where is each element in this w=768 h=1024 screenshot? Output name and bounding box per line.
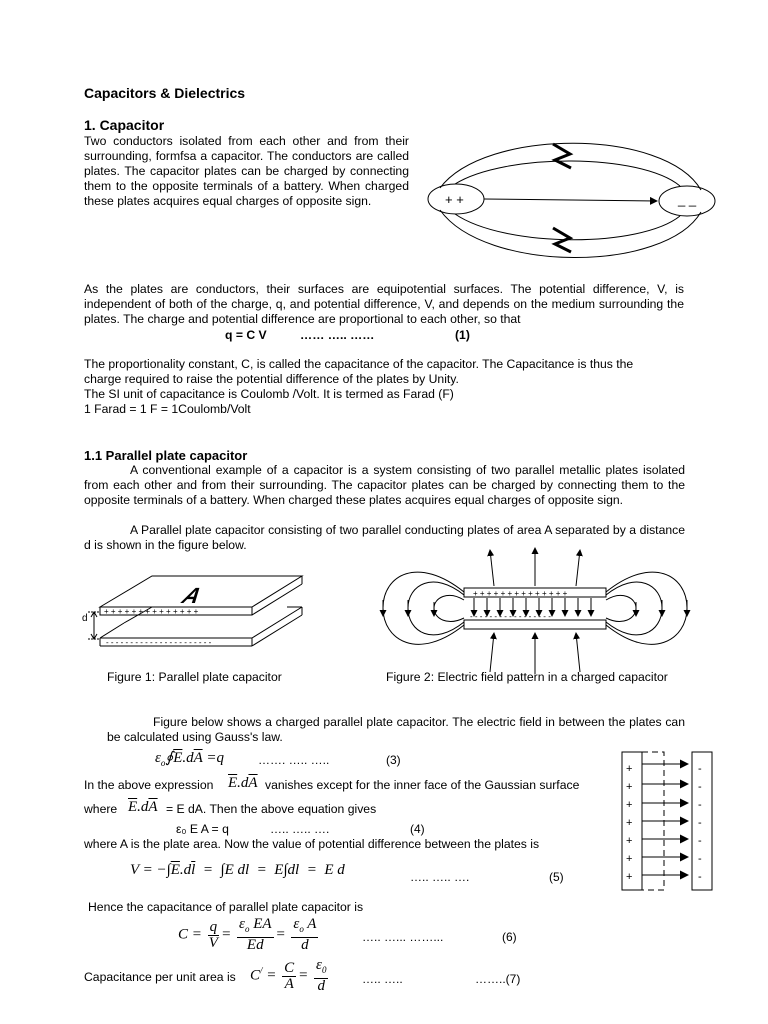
gauss-intro-paragraph: Figure below shows a charged parallel plate capacitor. The electric field in between the plates can be calculated using Gauss's law. [107,715,685,744]
gaussian-surface-figure [618,748,718,896]
equipotential-paragraph: As the plates are conductors, their surfaces are equipotential surfaces. The potential difference, V, is independent of both of the charge, q, and potential difference, V, and depends on the medium surrounding the plates. The charge and potential difference are proportional to each other, so that [84,282,684,326]
page-title: Capacitors & Dielectrics [84,85,246,101]
capacitance-definition-line1: The proportionality constant, C, is called the capacitance of the capacitor. The Capacitance is thus the [84,357,634,371]
svg-text:-: - [698,853,702,865]
equation-4: ε₀ E A = q [176,822,229,836]
expression-line-end: vanishes except for the inner face of the Gaussian surface [265,778,580,792]
parallel-plate-figure [82,570,312,660]
lower-plate-charges: - - - - - - - - - - - - - - - - - [470,612,551,621]
plate-area-line: where A is the plate area. Now the value of potential difference between the plates is [84,837,540,851]
expression-line-start: In the above expression [84,778,214,792]
svg-text:-: - [698,871,702,883]
svg-text:+: + [626,871,633,883]
equation-3-number: (3) [386,753,401,767]
svg-text:-: - [698,763,702,775]
figure-1-caption: Figure 1: Parallel plate capacitor [107,670,282,684]
equation-6: C = $\frac{q}{V}$ = $\frac{\varepsilon_o EA}{Ed}$ = $\frac{\varepsilon_o A}{d}$ [178,916,317,953]
field-pattern-figure [378,540,698,680]
where-line-end: = E dA. Then the above equation gives [166,802,377,816]
capacitor-intro-paragraph: Two conductors isolated from each other and from their surrounding, formfsa a capacitor. The conductors are called plates. The capacitor plates can be charged by connecting them to the opposite terminals of a battery. When charged these plates acquires equal charges of opposite sign. [84,134,409,208]
capacitance-definition-line2: charge required to raise the potential difference of the plates by Unity. [84,372,459,386]
plate-area-letter: A [178,583,206,608]
equation-5-number: (5) [549,870,564,884]
svg-text:+: + [626,799,633,811]
where-label: where [84,802,118,816]
where-vector: $\overline{E}.d\overline{A}$ [128,799,158,815]
si-unit-line: The SI unit of capacitance is Coulomb /Volt. It is termed as Farad (F) [84,387,454,401]
equation-3: $\varepsilon_o∮\overline{E}.d\overline{A} =q$ [155,750,224,768]
equation-4-number: (4) [410,822,425,836]
plate-positive-charges: + + + + + + + + + + + + + + [104,607,199,616]
svg-text:-: - [698,817,702,829]
equation-6-number: (6) [502,930,517,944]
parallel-plate-paragraph-2: A Parallel plate capacitor consisting of two parallel conducting plates of area A separated by a distance d is shown in the figure below. [84,523,685,552]
svg-text:+: + [626,763,633,775]
equation-4-dots: ….. ….. …. [270,822,330,836]
parallel-plate-paragraph-1: A conventional example of a capacitor is a system consisting of two parallel metallic plates isolated from each other and from their surrounding. The capacitor plates can be charged by connecting them to the opposite terminals of a battery. When charged these plates acquires equal charges of opposite sign. [84,463,685,507]
section-heading-parallel-plate: 1.1 Parallel plate capacitor [84,448,248,463]
svg-text:-: - [698,799,702,811]
expression-vector: $\overline{E}.d\overline{A}$ [228,775,258,791]
capacitance-line: Hence the capacitance of parallel plate capacitor is [88,900,364,914]
equation-6-dots: ….. …... ……... [362,930,444,944]
equation-7-number: ……..(7) [475,972,521,986]
svg-text:+: + [626,853,633,865]
equation-7-dots: ….. ….. [362,972,403,986]
svg-text:+: + [626,835,633,847]
equation-7: C/ = $\frac{C}{A}$ = $\frac{\varepsilon_0}{d}$ [250,957,327,994]
equation-1-number: (1) [455,328,470,342]
plate-separation-label: d [82,613,88,624]
svg-text:-: - [698,835,702,847]
svg-text:- - - - - - - - - - - - - - -: - - - - - - - - - - - - - - - - - - - - - - [106,638,212,647]
equation-1-dots: …… ….. …… [300,328,375,342]
negative-charges-label: _ _ [678,192,697,207]
positive-charges-label: + + [445,192,464,207]
conductors-field-figure [425,138,720,263]
farad-definition-line: 1 Farad = 1 F = 1Coulomb/Volt [84,402,251,416]
capacitance-per-area-label: Capacitance per unit area is [84,970,236,984]
equation-5: $V = -\int\overline{E}.d\overline{l} = \int E$ dl = E∫dl = E d [130,862,345,878]
svg-text:+: + [626,781,633,793]
section-heading-capacitor: 1. Capacitor [84,117,165,133]
figure-2-caption: Figure 2: Electric field pattern in a charged capacitor [386,670,668,684]
equation-1: q = C V [225,328,267,342]
svg-text:-: - [698,781,702,793]
equation-5-dots: ….. ….. …. [410,870,470,884]
equation-3-dots: ……. ….. ….. [258,753,330,767]
upper-plate-charges: + + + + + + + + + + + + + + [473,589,568,598]
svg-text:+: + [626,817,633,829]
